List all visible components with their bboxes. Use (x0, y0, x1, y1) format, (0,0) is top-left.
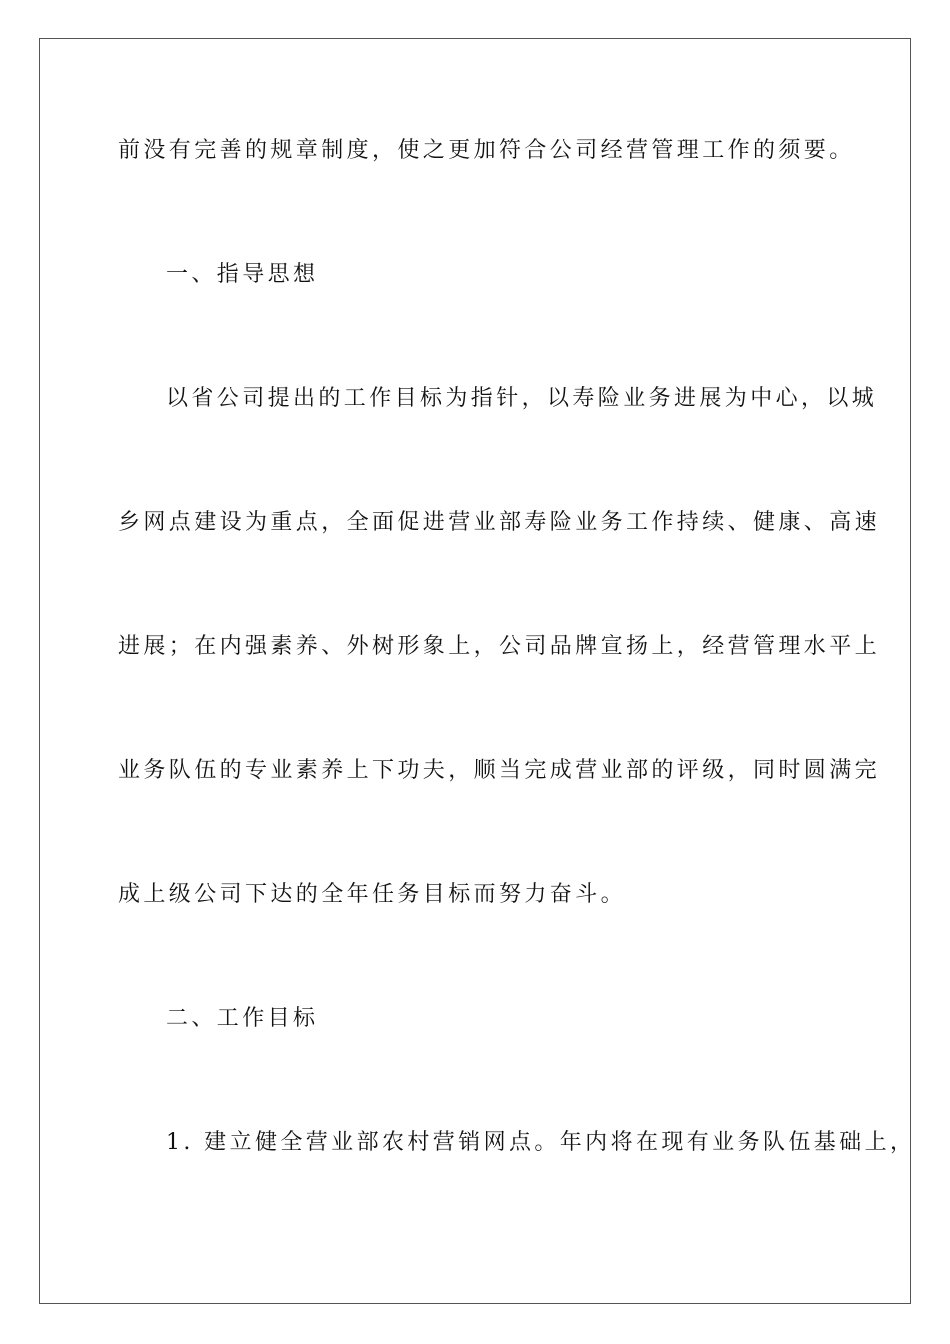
paragraph-line-5: 业务队伍的专业素养上下功夫，顺当完成营业部的评级，同时圆满完 (118, 758, 881, 783)
section-heading-guiding-thought: 一、指导思想 (166, 262, 319, 287)
section-heading-work-goals: 二、工作目标 (166, 1006, 319, 1031)
paragraph-line-1: 前没有完善的规章制度，使之更加符合公司经营管理工作的须要。 (118, 138, 855, 163)
paragraph-line-2: 以省公司提出的工作目标为指针，以寿险业务进展为中心，以城 (166, 386, 878, 411)
paragraph-line-6: 成上级公司下达的全年任务目标而努力奋斗。 (118, 882, 627, 907)
paragraph-line-7: 1. 建立健全营业部农村营销网点。年内将在现有业务队伍基础上， (166, 1130, 916, 1155)
paragraph-line-4: 进展；在内强素养、外树形象上，公司品牌宣扬上，经营管理水平上 (118, 634, 881, 659)
paragraph-line-3: 乡网点建设为重点，全面促进营业部寿险业务工作持续、健康、高速 (118, 510, 881, 535)
page-border (39, 38, 911, 1304)
